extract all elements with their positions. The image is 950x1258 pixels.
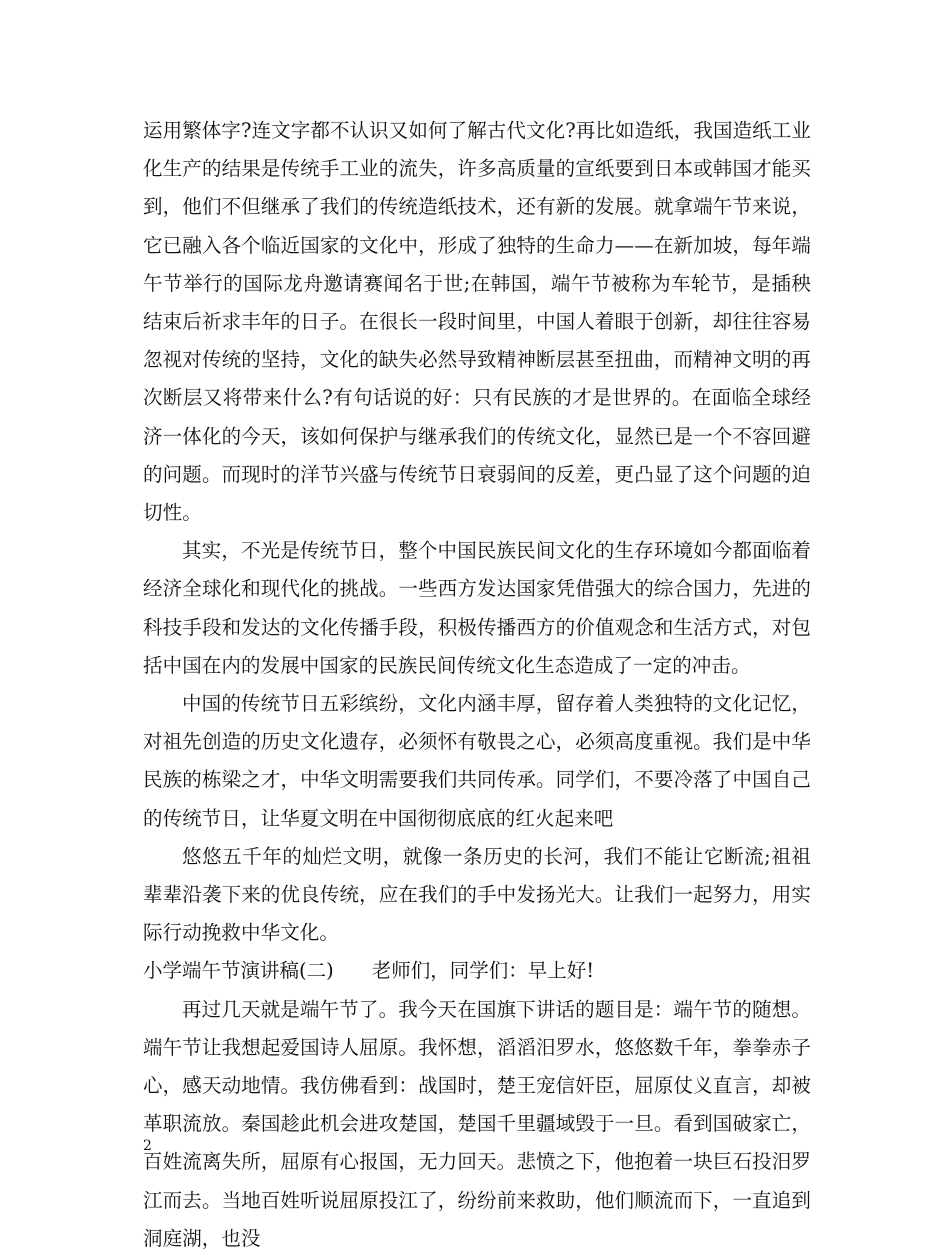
speech-title: 小学端午节演讲稿(二): [143, 959, 334, 983]
document-body: [143, 112, 811, 1258]
paragraph-globalization-challenge: 其实，不光是传统节日，整个中国民族民间文化的生存环境如今都面临着经济全球化和现代化的挑战。一些西方发达国家凭借强大的综合国力，先进的科技手段和发达的文化传播手段，积极传播西方的价值观念和生活方式，对包括中国在内的发展中国家的民族民间传统文化生态造成了一定的冲击。: [143, 539, 811, 677]
paragraph-civilization-call: 悠悠五千年的灿烂文明，就像一条历史的长河，我们不能让它断流;祖祖辈辈沿袭下来的优良传统，应在我们的手中发扬光大。让我们一起努力，用实际行动挽救中华文化。: [143, 844, 811, 945]
page-number: 2: [143, 1138, 152, 1154]
paragraph-festival-heritage: 中国的传统节日五彩缤纷，文化内涵丰厚，留存着人类独特的文化记忆，对祖先创造的历史文化遗存，必须怀有敬畏之心，必须高度重视。我们是中华民族的栋梁之才，中华文明需要我们共同传承。同学们，不要冷落了中国自己的传统节日，让华夏文明在中国彻彻底底的红火起来吧: [143, 692, 811, 830]
paragraph-traditional-culture: 运用繁体字?连文字都不认识又如何了解古代文化?再比如造纸，我国造纸工业化生产的结果是传统手工业的流失，许多高质量的宣纸要到日本或韩国才能买到，他们不但继承了我们的传统造纸技术，还有新的发展。就拿端午节来说，它已融入各个临近国家的文化中，形成了独特的生命力——在新加坡，每年端午节举行的国际龙舟邀请赛闻名于世;在韩国，端午节被称为车轮节，是插秧结束后祈求丰年的日子。在很长一段时间里，中国人着眼于创新，却往往容易忽视对传统的坚持，文化的缺失必然导致精神断层甚至扭曲，而精神文明的再次断层又将带来什么?有句话说的好：只有民族的才是世界的。在面临全球经济一体化的今天，该如何保护与继承我们的传统文化，显然已是一个不容回避的问题。而现时的洋节兴盛与传统节日衰弱间的反差，更凸显了这个问题的迫切性。: [143, 119, 811, 525]
paragraph-qu-yuan: 再过几天就是端午节了。我今天在国旗下讲话的题目是：端午节的随想。端午节让我想起爱国诗人屈原。我怀想，滔滔汨罗水，悠悠数千年，拳拳赤子心，感天动地情。我仿佛看到：战国时，楚王宠信奸臣，屈原仗义直言，却被革职流放。秦国趁此机会进攻楚国，楚国千里疆域毁于一旦。看到国破家亡，百姓流离失所，屈原有心报国，无力回天。悲愤之下，他抱着一块巨石投汨罗江而去。当地百姓听说屈原投江了，纷纷前来救助，他们顺流而下，一直追到洞庭湖，也没: [143, 997, 811, 1250]
speech-greeting: 老师们，同学们：早上好!: [371, 959, 595, 983]
speech-heading: [143, 952, 811, 990]
